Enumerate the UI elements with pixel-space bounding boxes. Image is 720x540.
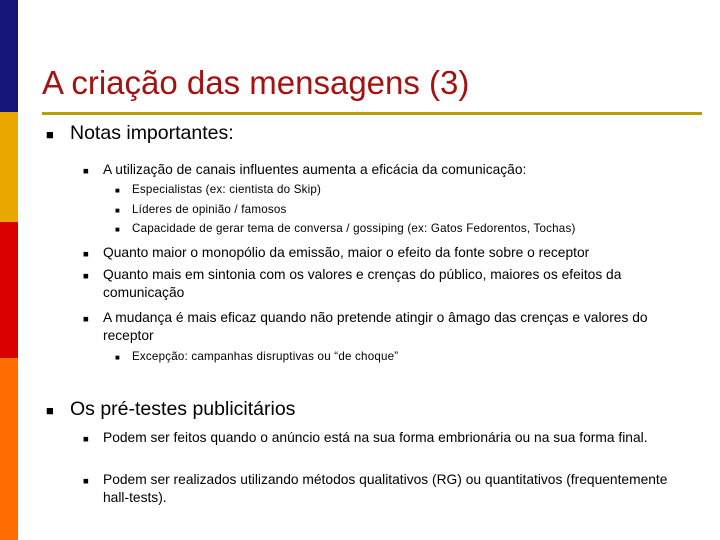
list-item-text: A mudança é mais eficaz quando não pretende atingir o âmago das crenças e valores do receptor: [103, 310, 648, 343]
section-heading-text: Os pré-testes publicitários: [70, 398, 296, 420]
sub-list-item-text: Especialistas (ex: cientista do Skip): [132, 183, 322, 196]
square-bullet-icon: ■: [46, 127, 54, 142]
sub-list-item-text: Capacidade de gerar tema de conversa / gossiping (ex: Gatos Fedorentos, Tochas): [132, 222, 576, 235]
list-item-text: A utilização de canais influentes aumenta a eficácia da comunicação:: [103, 162, 527, 177]
slide-title: A criação das mensagens (3): [42, 64, 470, 101]
square-bullet-icon: ■: [115, 186, 121, 195]
sub-list-item-text: Excepção: campanhas disruptivas ou “de choque”: [132, 350, 399, 363]
square-bullet-icon: ■: [83, 476, 89, 487]
sub-list-item: [115, 350, 398, 363]
square-bullet-icon: ■: [83, 166, 89, 177]
list-item: [83, 161, 695, 181]
list-item: [83, 429, 695, 449]
list-item-text: Quanto maior o monopólio da emissão, maior o efeito da fonte sobre o receptor: [103, 245, 590, 260]
list-item-text: Podem ser feitos quando o anúncio está na sua forma embrionária ou na sua forma final.: [103, 430, 648, 445]
section-heading-text: Notas importantes:: [70, 122, 234, 144]
sub-list-item: [115, 203, 286, 216]
section-heading: [46, 122, 234, 145]
list-item: [83, 266, 695, 302]
list-item: [83, 309, 695, 345]
square-bullet-icon: ■: [83, 271, 89, 282]
square-bullet-icon: ■: [83, 314, 89, 325]
square-bullet-icon: ■: [83, 249, 89, 260]
square-bullet-icon: ■: [115, 353, 121, 362]
list-item-text: Podem ser realizados utilizando métodos qualitativos (RG) ou quantitativos (frequentemente hall-tests).: [103, 472, 668, 505]
sub-list-item-text: Líderes de opinião / famosos: [132, 203, 287, 216]
list-item-text: Quanto mais em sintonia com os valores e crenças do público, maiores os efeitos da comunicação: [103, 267, 622, 300]
square-bullet-icon: ■: [46, 403, 54, 418]
square-bullet-icon: ■: [115, 206, 121, 215]
sub-list-item: [115, 183, 321, 196]
sub-list-item: [115, 222, 576, 235]
list-item: [83, 244, 695, 264]
list-item: [83, 471, 695, 507]
square-bullet-icon: ■: [83, 434, 89, 445]
section-heading: [46, 398, 295, 421]
square-bullet-icon: ■: [115, 225, 121, 234]
